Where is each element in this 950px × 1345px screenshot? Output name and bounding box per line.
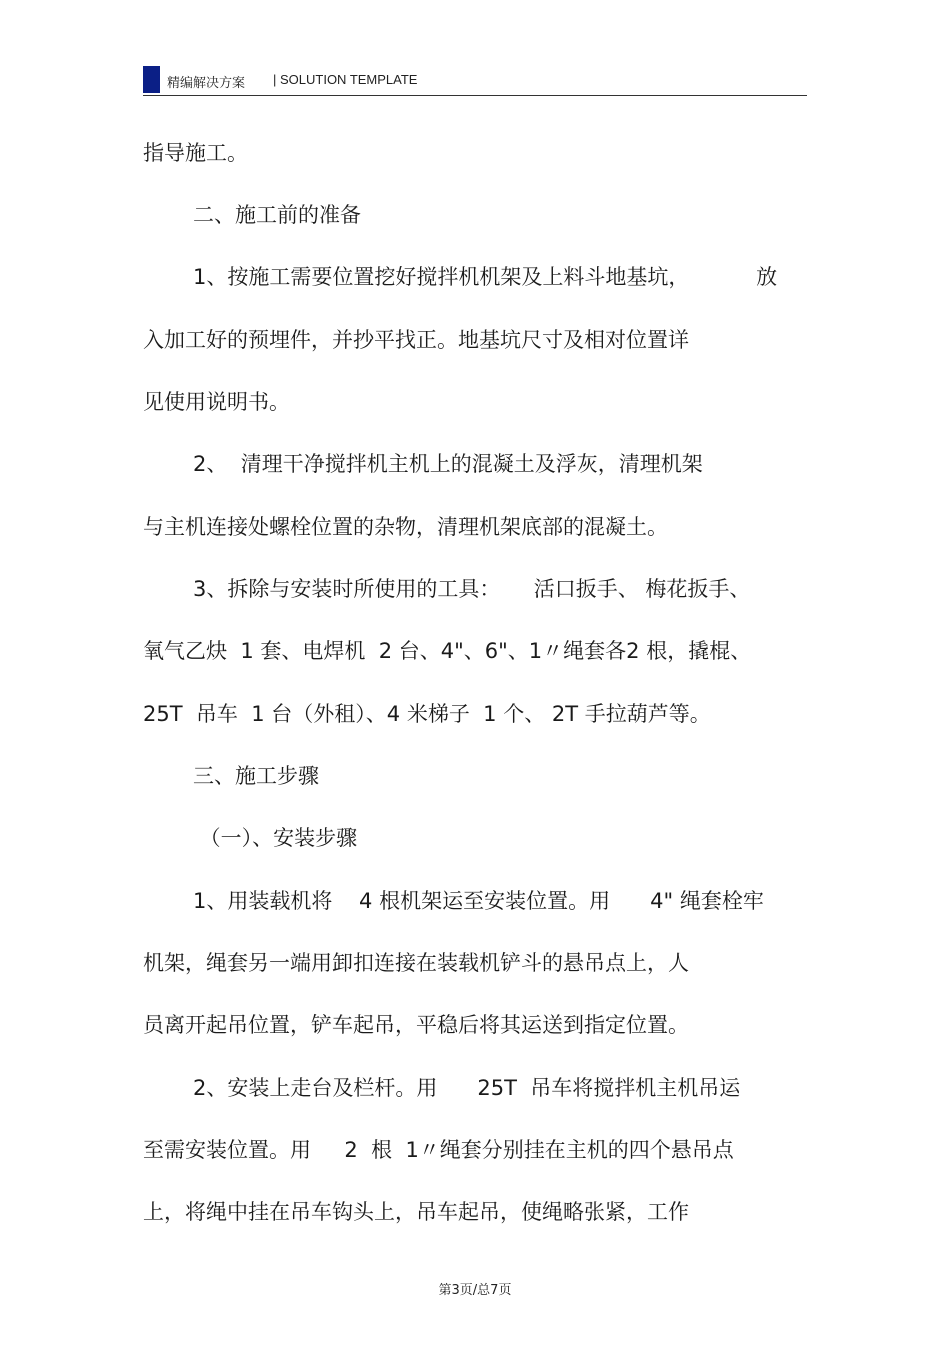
text-line: 2、 清理干净搅拌机主机上的混凝土及浮灰，清理机架 xyxy=(193,452,703,476)
header-divider xyxy=(143,95,807,96)
text-line: 指导施工。 xyxy=(143,141,248,165)
section-heading: 二、施工前的准备 xyxy=(193,203,361,227)
header-title-cn: 精编解决方案 xyxy=(167,76,246,91)
text-line: 2、安装上走台及栏杆。用 25T 吊车将搅拌机主机吊运 xyxy=(193,1076,741,1100)
text-line: 员离开起吊位置，铲车起吊，平稳后将其运送到指定位置。 xyxy=(143,1013,689,1037)
text-line: 上，将绳中挂在吊车钩头上，吊车起吊，使绳略张紧，工作 xyxy=(143,1200,689,1224)
text-line: 3、拆除与安装时所使用的工具： 活口扳手、 梅花扳手、 xyxy=(193,577,751,601)
text-line: 机架，绳套另一端用卸扣连接在装载机铲斗的悬吊点上，人 xyxy=(143,951,689,975)
text-line: 入加工好的预埋件，并抄平找正。地基坑尺寸及相对位置详 xyxy=(143,328,689,352)
logo-icon xyxy=(143,66,160,93)
header-title-en: | SOLUTION TEMPLATE xyxy=(273,72,418,87)
text-line: 氧气乙炔 1 套、电焊机 2 台、4"、6"、1〃绳套各2 根，撬棍、 xyxy=(143,639,752,663)
text-line: 1、按施工需要位置挖好搅拌机机架及上料斗地基坑， 放 xyxy=(193,265,778,289)
text-line: 与主机连接处螺栓位置的杂物，清理机架底部的混凝土。 xyxy=(143,515,668,539)
text-line: 至需安装位置。用 2 根 1〃绳套分别挂在主机的四个悬吊点 xyxy=(143,1138,734,1162)
section-heading: 三、施工步骤 xyxy=(193,764,319,788)
text-line: 1、用装载机将 4 根机架运至安装位置。用 4" 绳套栓牢 xyxy=(193,889,764,913)
text-line: 见使用说明书。 xyxy=(143,390,290,414)
page-number: 第3页/总7页 xyxy=(438,1283,512,1298)
subsection-heading: （一）、安装步骤 xyxy=(193,826,358,850)
text-line: 25T 吊车 1 台（外租）、4 米梯子 1 个、 2T 手拉葫芦等。 xyxy=(143,702,711,726)
page-header xyxy=(143,66,807,96)
